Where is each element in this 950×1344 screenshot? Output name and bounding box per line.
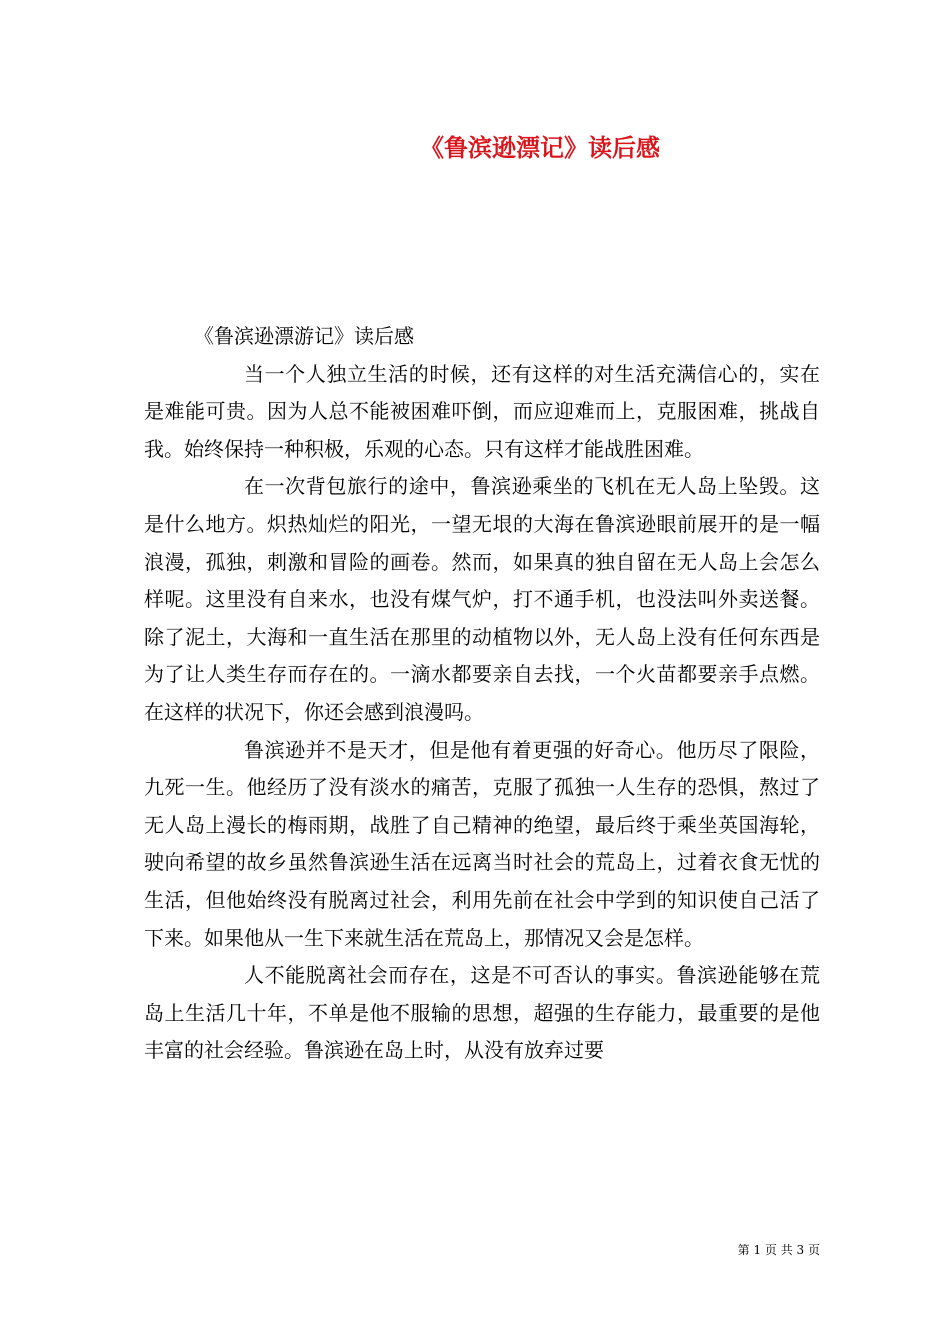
paragraph-4: 人不能脱离社会而存在，这是不可否认的事实。鲁滨逊能够在荒岛上生活几十年，不单是他不服输的思想，超强的生存能力，最重要的是他丰富的社会经验。鲁滨逊在岛上时，从没有放弃过要 — [144, 963, 820, 1063]
document-subtitle: 《鲁滨逊漂游记》读后感 — [194, 324, 414, 348]
document-title: 《鲁滨逊漂记》读后感 — [420, 133, 660, 162]
paragraph-1: 当一个人独立生活的时候，还有这样的对生活充满信心的，实在是难能可贵。因为人总不能被困难吓倒，而应迎难而上，克服困难，挑战自我。始终保持一种积极，乐观的心态。只有这样才能战胜困难。 — [144, 361, 820, 461]
document-body — [144, 318, 820, 1070]
page-number-footer: 第 1 页 共 3 页 — [737, 1243, 820, 1257]
paragraph-3: 鲁滨逊并不是天才，但是他有着更强的好奇心。他历尽了限险，九死一生。他经历了没有淡水的痛苦，克服了孤独一人生存的恐惧，熬过了无人岛上漫长的梅雨期，战胜了自己精神的绝望，最后终于乘坐英国海轮，驶向希望的故乡虽然鲁滨逊生活在远离当时社会的荒岛上，过着衣食无忧的生活，但他始终没有脱离过社会，利用先前在社会中学到的知识使自己活了下来。如果他从一生下来就生活在荒岛上，那情况又会是怎样。 — [144, 737, 820, 950]
paragraph-2: 在一次背包旅行的途中，鲁滨逊乘坐的飞机在无人岛上坠毁。这是什么地方。炽热灿烂的阳光，一望无垠的大海在鲁滨逊眼前展开的是一幅浪漫，孤独，刺激和冒险的画卷。然而，如果真的独自留在无人岛上会怎么样呢。这里没有自来水，也没有煤气炉，打不通手机，也没法叫外卖送餐。除了泥土，大海和一直生活在那里的动植物以外，无人岛上没有任何东西是为了让人类生存而存在的。一滴水都要亲自去找，一个火苗都要亲手点燃。在这样的状况下，你还会感到浪漫吗。 — [144, 474, 820, 724]
